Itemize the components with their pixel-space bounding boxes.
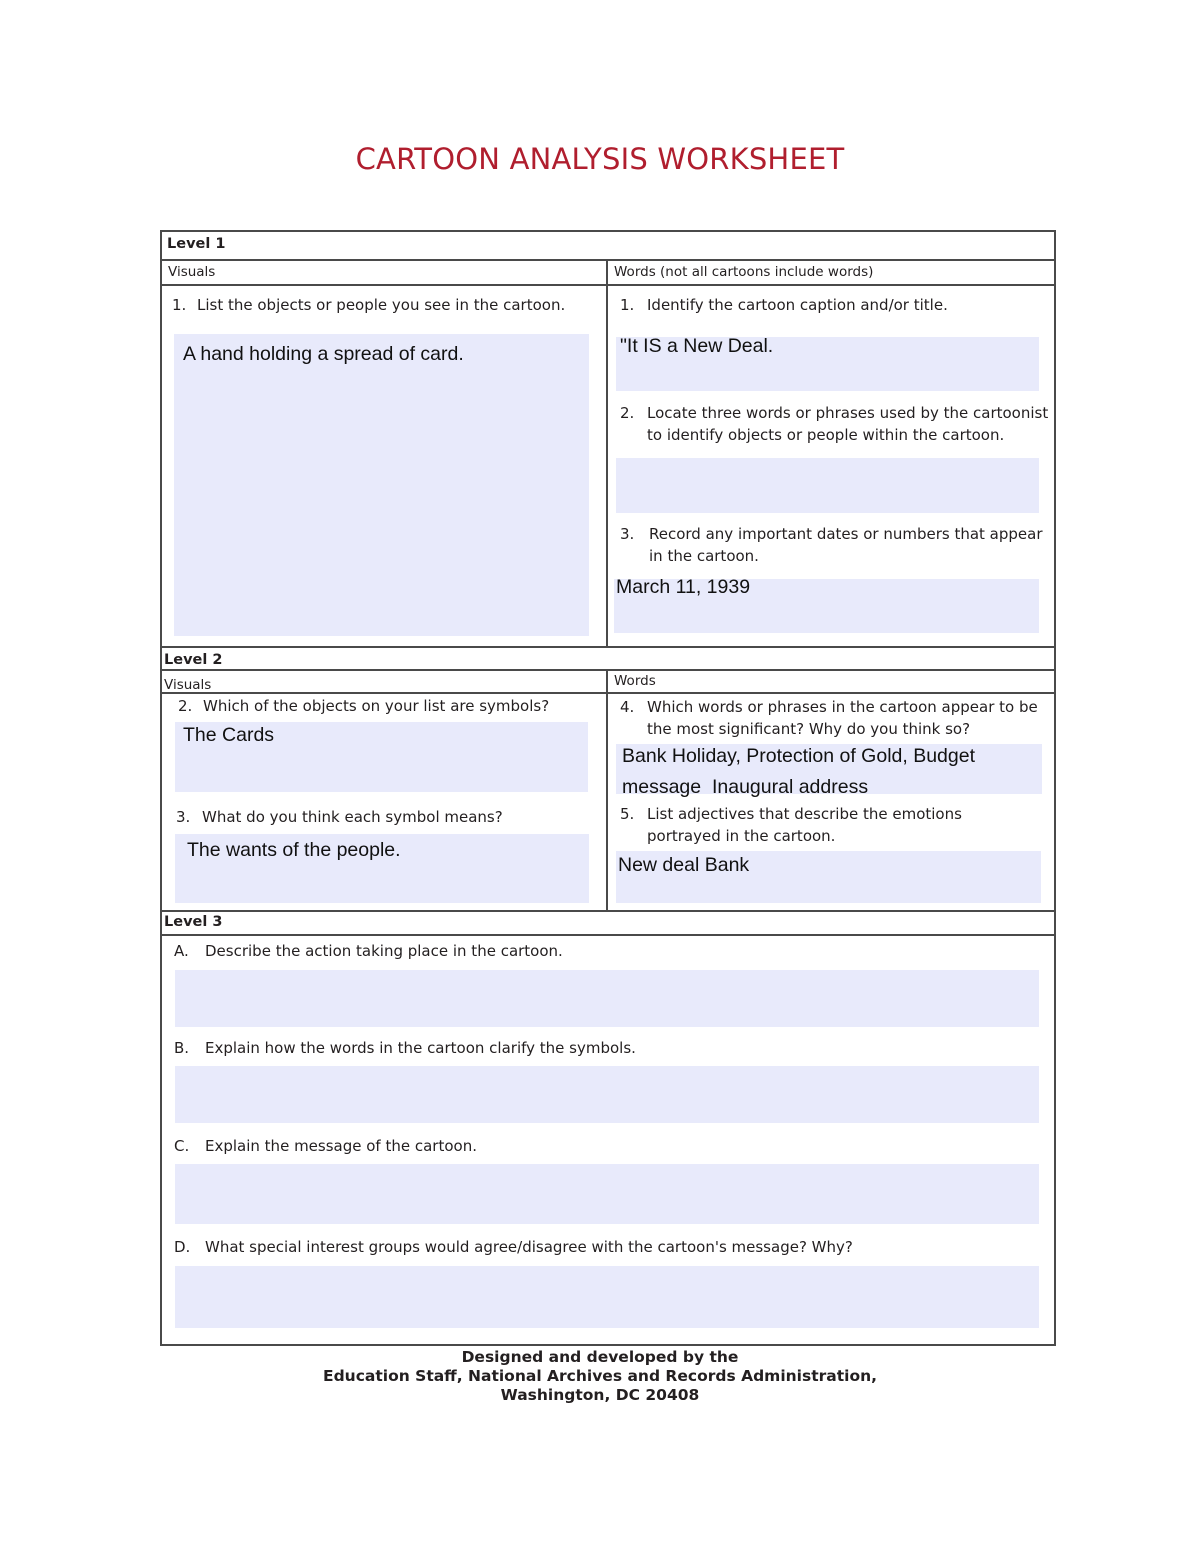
footer-line: Designed and developed by the [461,1348,739,1366]
table-border-bottom [160,1344,1056,1346]
answer-text: "It IS a New Deal. [620,335,774,357]
question-text: List adjectives that describe the emotions portrayed in the cartoon. [647,805,962,845]
level-1-visuals-header: Visuals [168,264,216,280]
page-title: CARTOON ANALYSIS WORKSHEET [355,142,845,176]
footer-line: Washington, DC 20408 [500,1386,700,1404]
question-number: 2. [620,404,635,422]
answer-text: Bank Holiday, Protection of Gold, Budget [622,745,976,767]
table-border-right [1054,230,1056,1346]
divider [160,669,1056,671]
answer-field-level3-d[interactable] [175,1266,1039,1328]
question-number: B. [174,1039,190,1057]
question-text: Locate three words or phrases used by the cartoonist to identify objects or people within the cartoon. [647,404,1049,444]
answer-text: New deal Bank [618,854,750,876]
question-visuals-3 [176,806,596,828]
question-words-3 [620,523,1052,567]
question-text: Explain the message of the cartoon. [205,1137,477,1155]
level-1-words-header: Words (not all cartoons include words) [614,264,874,280]
question-text: List the objects or people you see in the cartoon. [197,296,566,314]
question-number: 4. [620,698,635,716]
answer-text: March 11, 1939 [616,576,751,598]
question-number: 1. [172,296,187,314]
column-divider [606,259,608,647]
column-divider [606,669,608,911]
question-words-2 [620,402,1050,446]
answer-field-level3-b[interactable] [175,1066,1039,1123]
question-text: What do you think each symbol means? [202,808,503,826]
divider [160,934,1056,936]
question-words-1 [620,294,1045,316]
question-level3-b [174,1037,1034,1059]
answer-field-level3-c[interactable] [175,1164,1039,1224]
question-words-5 [620,803,1040,847]
divider [160,692,1056,694]
footer-line: Education Staff, National Archives and Records Administration, [322,1367,878,1385]
divider [160,910,1056,912]
question-text: Which words or phrases in the cartoon appear to be the most significant? Why do you think so? [647,698,1038,738]
question-number: C. [174,1137,190,1155]
divider [160,284,1056,286]
question-number: 1. [620,296,635,314]
question-number: 2. [178,697,193,715]
table-border-top [160,230,1056,232]
question-text: Explain how the words in the cartoon clarify the symbols. [205,1039,636,1057]
credit-footer [0,1348,1200,1405]
question-level3-c [174,1135,1034,1157]
answer-text: The Cards [183,724,275,746]
answer-field-words-2[interactable] [616,458,1039,513]
answer-field-level3-a[interactable] [175,970,1039,1027]
answer-text: The wants of the people. [187,839,401,861]
answer-text: A hand holding a spread of card. [183,343,464,365]
answer-field-visuals-1[interactable] [174,334,589,636]
level-3-label: Level 3 [164,914,223,930]
question-text: Record any important dates or numbers that appear in the cartoon. [649,525,1043,565]
question-level3-d [174,1236,1034,1258]
level-1-label: Level 1 [167,236,226,252]
question-visuals-2 [178,695,598,717]
question-text: What special interest groups would agree/disagree with the cartoon's message? Why? [205,1238,853,1256]
question-text: Describe the action taking place in the cartoon. [205,942,563,960]
divider [160,259,1056,261]
question-text: Which of the objects on your list are symbols? [203,697,550,715]
question-level3-a [174,940,1034,962]
question-number: 3. [620,525,635,543]
question-number: A. [174,942,189,960]
divider [160,646,1056,648]
question-words-4 [620,696,1040,740]
question-number: 3. [176,808,191,826]
table-border-left [160,230,162,1346]
question-text: Identify the cartoon caption and/or title. [647,296,948,314]
question-number: D. [174,1238,191,1256]
level-2-words-header: Words [614,673,656,689]
level-2-visuals-header: Visuals [164,677,212,693]
answer-text: message Inaugural address [622,776,869,798]
level-2-label: Level 2 [164,652,223,668]
question-visuals-1 [172,294,592,316]
question-number: 5. [620,805,635,823]
